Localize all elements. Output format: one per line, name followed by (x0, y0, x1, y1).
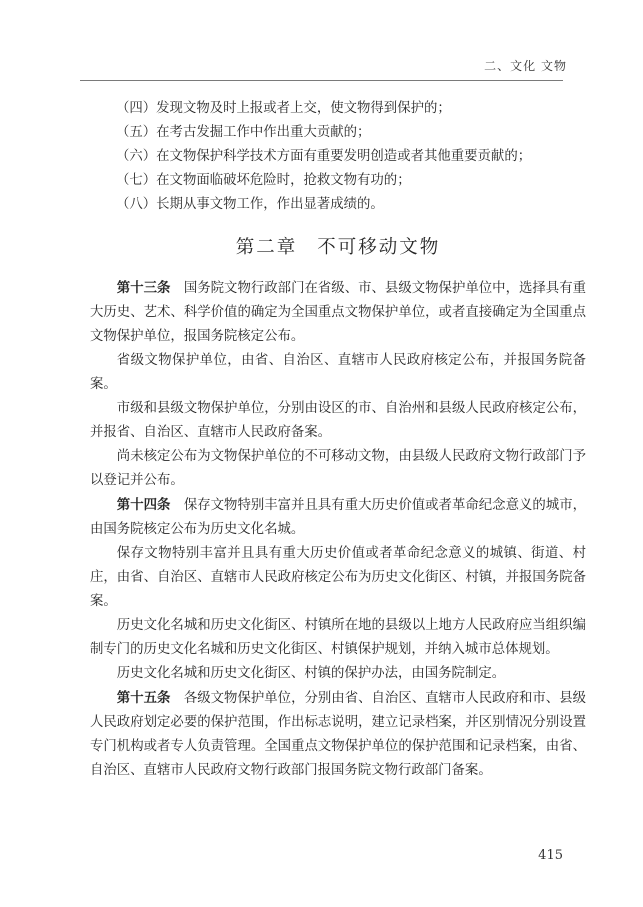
article-13-paragraph (90, 276, 586, 349)
paragraph: 保存文物特别丰富并且具有重大历史价值或者革命纪念意义的城镇、街道、村庄，由省、自治区、直辖市人民政府核定公布为历史文化街区、村镇，并报国务院备案。 (90, 546, 586, 609)
article-15-paragraph (90, 686, 586, 783)
article-15-text: 各级文物保护单位，分别由省、自治区、直辖市人民政府和市、县级人民政府划定必要的保护范围，作出标志说明，建立记录档案，并区别情况分别设置专门机构或者专人负责管理。全国重点文物保护单位的保护范围和记录档案，由省、自治区、直辖市人民政府文物行政部门报国务院文物行政部门备案。 (90, 691, 586, 778)
article-15-label: 第十五条 (116, 690, 171, 706)
paragraph: 市级和县级文物保护单位，分别由设区的市、自治州和县级人民政府核定公布，并报省、自治区、直辖市人民政府备案。 (90, 401, 586, 440)
running-head: 二、文化 文物 (484, 59, 567, 73)
paragraph: 历史文化名城和历史文化街区、村镇所在地的县级以上地方人民政府应当组织编制专门的历史文化名城和历史文化街区、村镇保护规划，并纳入城市总体规划。 (90, 618, 586, 657)
page-body (90, 97, 586, 783)
article-13-label: 第十三条 (116, 280, 171, 296)
chapter-number: 第二章 (235, 237, 298, 258)
paragraph: 省级文物保护单位，由省、自治区、直辖市人民政府核定公布，并报国务院备案。 (90, 353, 586, 392)
chapter-title: 不可移动文物 (317, 237, 441, 258)
header-rule (80, 80, 563, 81)
list-item: （七）在文物面临破坏危险时，抢救文物有功的； (116, 173, 411, 188)
article-13-text: 国务院文物行政部门在省级、市、县级文物保护单位中，选择具有重大历史、艺术、科学价值的确定为全国重点文物保护单位，或者直接确定为全国重点文物保护单位，报国务院核定公布。 (90, 281, 586, 344)
paragraph: 历史文化名城和历史文化街区、村镇的保护办法，由国务院制定。 (116, 666, 506, 681)
article-14-label: 第十四条 (116, 497, 171, 513)
article-14-text: 保存文物特别丰富并且具有重大历史价值或者革命纪念意义的城市，由国务院核定公布为历史文化名城。 (90, 498, 586, 537)
chapter-heading (90, 234, 586, 262)
list-item: （八）长期从事文物工作，作出显著成绩的。 (116, 197, 384, 212)
article-14-paragraph (90, 493, 586, 542)
list-item: （四）发现文物及时上报或者上交，使文物得到保护的； (116, 101, 451, 116)
list-item: （五）在考古发掘工作中作出重大贡献的； (116, 125, 371, 140)
page-number: 415 (538, 848, 563, 863)
list-item: （六）在文物保护科学技术方面有重要发明创造或者其他重要贡献的； (116, 149, 532, 164)
paragraph: 尚未核定公布为文物保护单位的不可移动文物，由县级人民政府文物行政部门予以登记并公布。 (90, 449, 586, 488)
